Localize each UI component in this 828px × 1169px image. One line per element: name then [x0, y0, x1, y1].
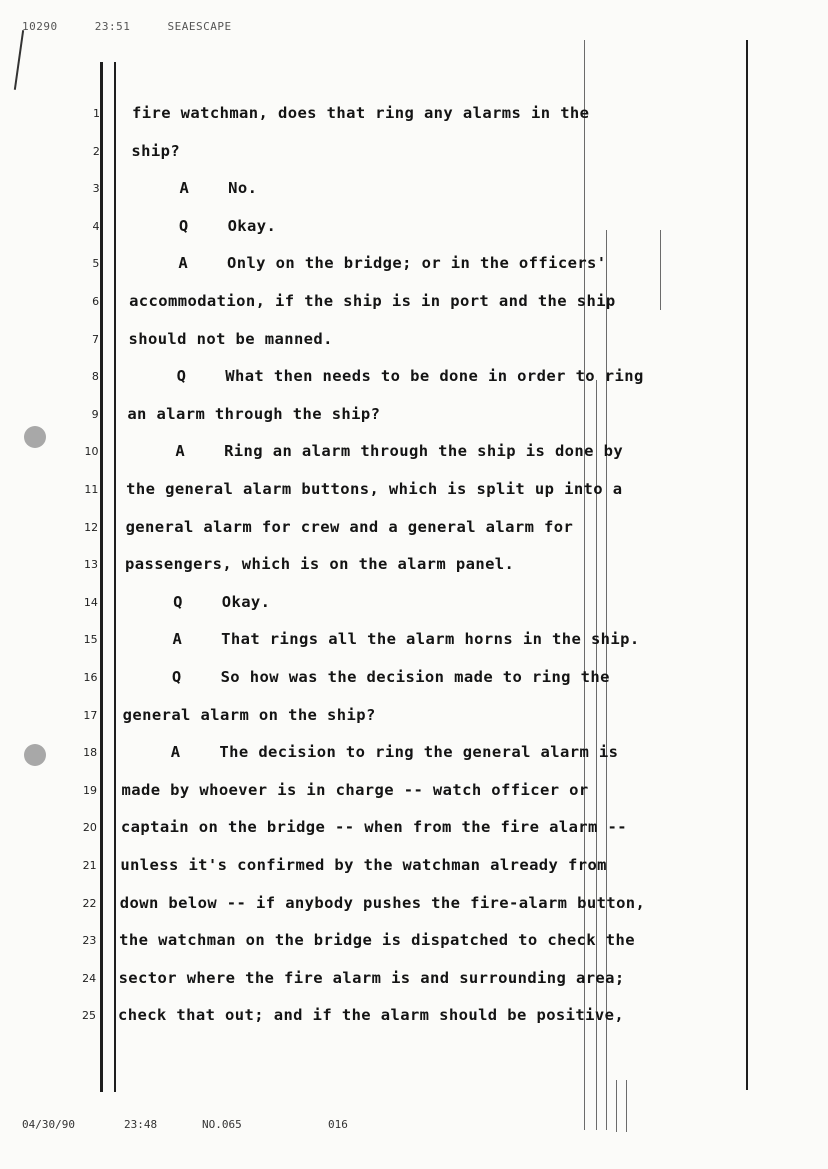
line-text: unless it's confirmed by the watchman already from — [120, 856, 607, 874]
line-text: fire watchman, does that ring any alarms in the — [132, 104, 590, 122]
line-number: 7 — [92, 332, 99, 346]
scan-streak — [660, 230, 661, 310]
line-number: 23 — [82, 934, 97, 948]
line-text: Q Okay. — [130, 216, 277, 235]
fax-footer-time: 23:48 — [124, 1118, 158, 1131]
line-text: Q What then needs to be done in order to ring — [127, 367, 644, 386]
line-number: 1 — [93, 107, 100, 120]
punch-hole — [24, 426, 46, 448]
fax-footer-date: 04/30/90 — [22, 1118, 75, 1131]
line-number: 2 — [92, 144, 100, 158]
line-number: 12 — [84, 520, 99, 534]
line-number: 3 — [92, 182, 100, 196]
line-number: 25 — [82, 1009, 96, 1023]
fax-header — [22, 20, 262, 33]
line-number: 9 — [91, 407, 99, 421]
line-text: ship? — [131, 141, 181, 160]
line-text: should not be manned. — [128, 329, 333, 348]
line-text: made by whoever is in charge -- watch officer or — [121, 780, 589, 799]
line-number: 10 — [84, 445, 99, 459]
punch-hole — [24, 744, 46, 766]
line-text: Q So how was the decision made to ring the — [123, 668, 610, 686]
line-text: the general alarm buttons, which is split up into a — [126, 480, 623, 498]
line-number: 16 — [83, 671, 98, 684]
line-number: 8 — [91, 370, 99, 384]
line-number: 17 — [83, 708, 98, 722]
fax-footer-page: 016 — [328, 1118, 348, 1131]
line-number: 24 — [82, 971, 97, 985]
scan-streak — [584, 40, 585, 1130]
fax-footer-number: NO.065 — [202, 1118, 242, 1131]
corner-mark — [14, 30, 24, 90]
line-number: 21 — [82, 859, 97, 872]
fax-header-time: 23:51 — [94, 20, 131, 33]
line-number: 4 — [92, 219, 100, 233]
line-text: A That rings all the alarm horns in the ship. — [123, 630, 640, 649]
line-text: an alarm through the ship? — [127, 404, 381, 423]
line-number: 22 — [82, 896, 97, 910]
line-text: general alarm for crew and a general alarm for — [125, 517, 574, 536]
line-number: 5 — [92, 257, 100, 271]
line-number: 15 — [83, 633, 98, 647]
line-number: 18 — [83, 746, 98, 760]
line-text: captain on the bridge -- when from the fire alarm -- — [120, 818, 627, 837]
right-margin-rule — [746, 40, 748, 1090]
left-margin-rule — [100, 62, 103, 1092]
fax-header-id: 10290 — [22, 20, 58, 33]
line-text: sector where the fire alarm is and surrounding area; — [118, 968, 625, 987]
line-number: 19 — [83, 783, 97, 797]
left-margin-rule-inner — [114, 62, 116, 1092]
line-text: check that out; and if the alarm should be positive, — [118, 1006, 625, 1025]
line-number: 20 — [82, 821, 97, 835]
line-text: A No. — [130, 179, 258, 198]
fax-header-sender: SEAESCAPE — [167, 20, 232, 33]
scan-streak — [626, 1080, 627, 1132]
line-number: 13 — [84, 558, 98, 572]
line-number: 6 — [92, 295, 100, 308]
line-text: general alarm on the ship? — [122, 705, 376, 724]
line-text: accommodation, if the ship is in port and the ship — [129, 292, 616, 310]
line-text: A The decision to ring the general alarm is — [122, 743, 619, 762]
line-number: 14 — [83, 595, 98, 609]
line-text: the watchman on the bridge is dispatched to check the — [119, 931, 635, 950]
line-text: Q Okay. — [124, 592, 271, 611]
line-text: A Ring an alarm through the ship is done by — [126, 442, 624, 461]
line-text: passengers, which is on the alarm panel. — [125, 555, 515, 574]
line-text: A Only on the bridge; or in the officers' — [129, 254, 607, 273]
scan-streak — [616, 1080, 617, 1132]
line-text: down below -- if anybody pushes the fire-alarm button, — [119, 893, 646, 912]
line-number: 11 — [84, 483, 99, 496]
